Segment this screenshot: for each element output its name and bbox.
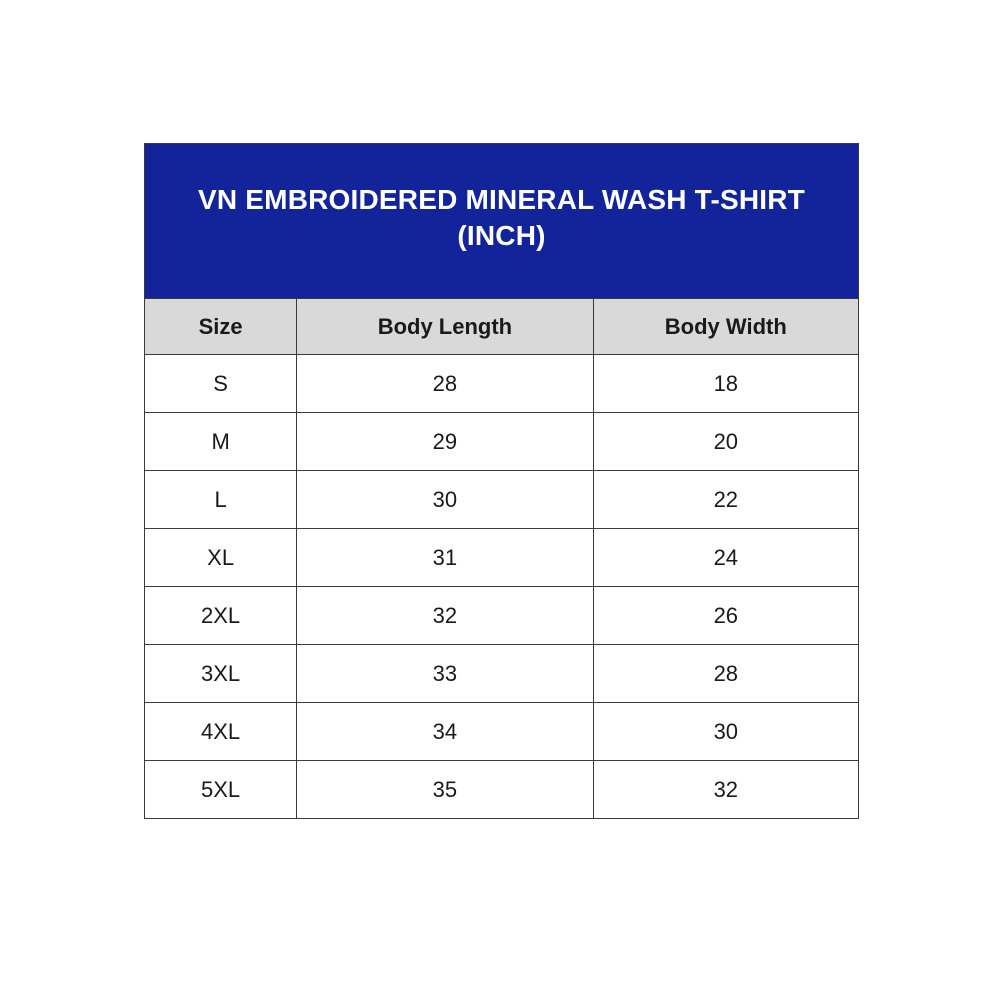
table-row — [145, 645, 859, 703]
table-row — [145, 587, 859, 645]
table-row — [145, 703, 859, 761]
cell-body-length: 32 — [297, 587, 593, 645]
cell-size: 5XL — [145, 761, 297, 819]
cell-body-length: 30 — [297, 471, 593, 529]
cell-body-width: 24 — [593, 529, 858, 587]
table-row — [145, 761, 859, 819]
table-row — [145, 413, 859, 471]
title-row — [145, 144, 859, 299]
cell-size: L — [145, 471, 297, 529]
cell-size: 4XL — [145, 703, 297, 761]
chart-title-cell — [145, 144, 859, 299]
cell-size: S — [145, 355, 297, 413]
cell-body-length: 29 — [297, 413, 593, 471]
cell-body-length: 28 — [297, 355, 593, 413]
header-row — [145, 299, 859, 355]
chart-title: VN EMBROIDERED MINERAL WASH T-SHIRT (INCH) — [198, 184, 805, 251]
cell-body-length: 35 — [297, 761, 593, 819]
cell-body-width: 26 — [593, 587, 858, 645]
table-row — [145, 355, 859, 413]
cell-body-width: 22 — [593, 471, 858, 529]
cell-body-length: 31 — [297, 529, 593, 587]
cell-body-width: 20 — [593, 413, 858, 471]
cell-body-width: 30 — [593, 703, 858, 761]
header-size: Size — [145, 299, 297, 355]
header-body-length: Body Length — [297, 299, 593, 355]
cell-size: 3XL — [145, 645, 297, 703]
cell-size: 2XL — [145, 587, 297, 645]
table-row — [145, 529, 859, 587]
cell-size: M — [145, 413, 297, 471]
cell-body-length: 33 — [297, 645, 593, 703]
cell-body-length: 34 — [297, 703, 593, 761]
cell-body-width: 28 — [593, 645, 858, 703]
cell-body-width: 32 — [593, 761, 858, 819]
cell-size: XL — [145, 529, 297, 587]
header-body-width: Body Width — [593, 299, 858, 355]
size-chart-table — [144, 143, 859, 819]
table-row — [145, 471, 859, 529]
cell-body-width: 18 — [593, 355, 858, 413]
